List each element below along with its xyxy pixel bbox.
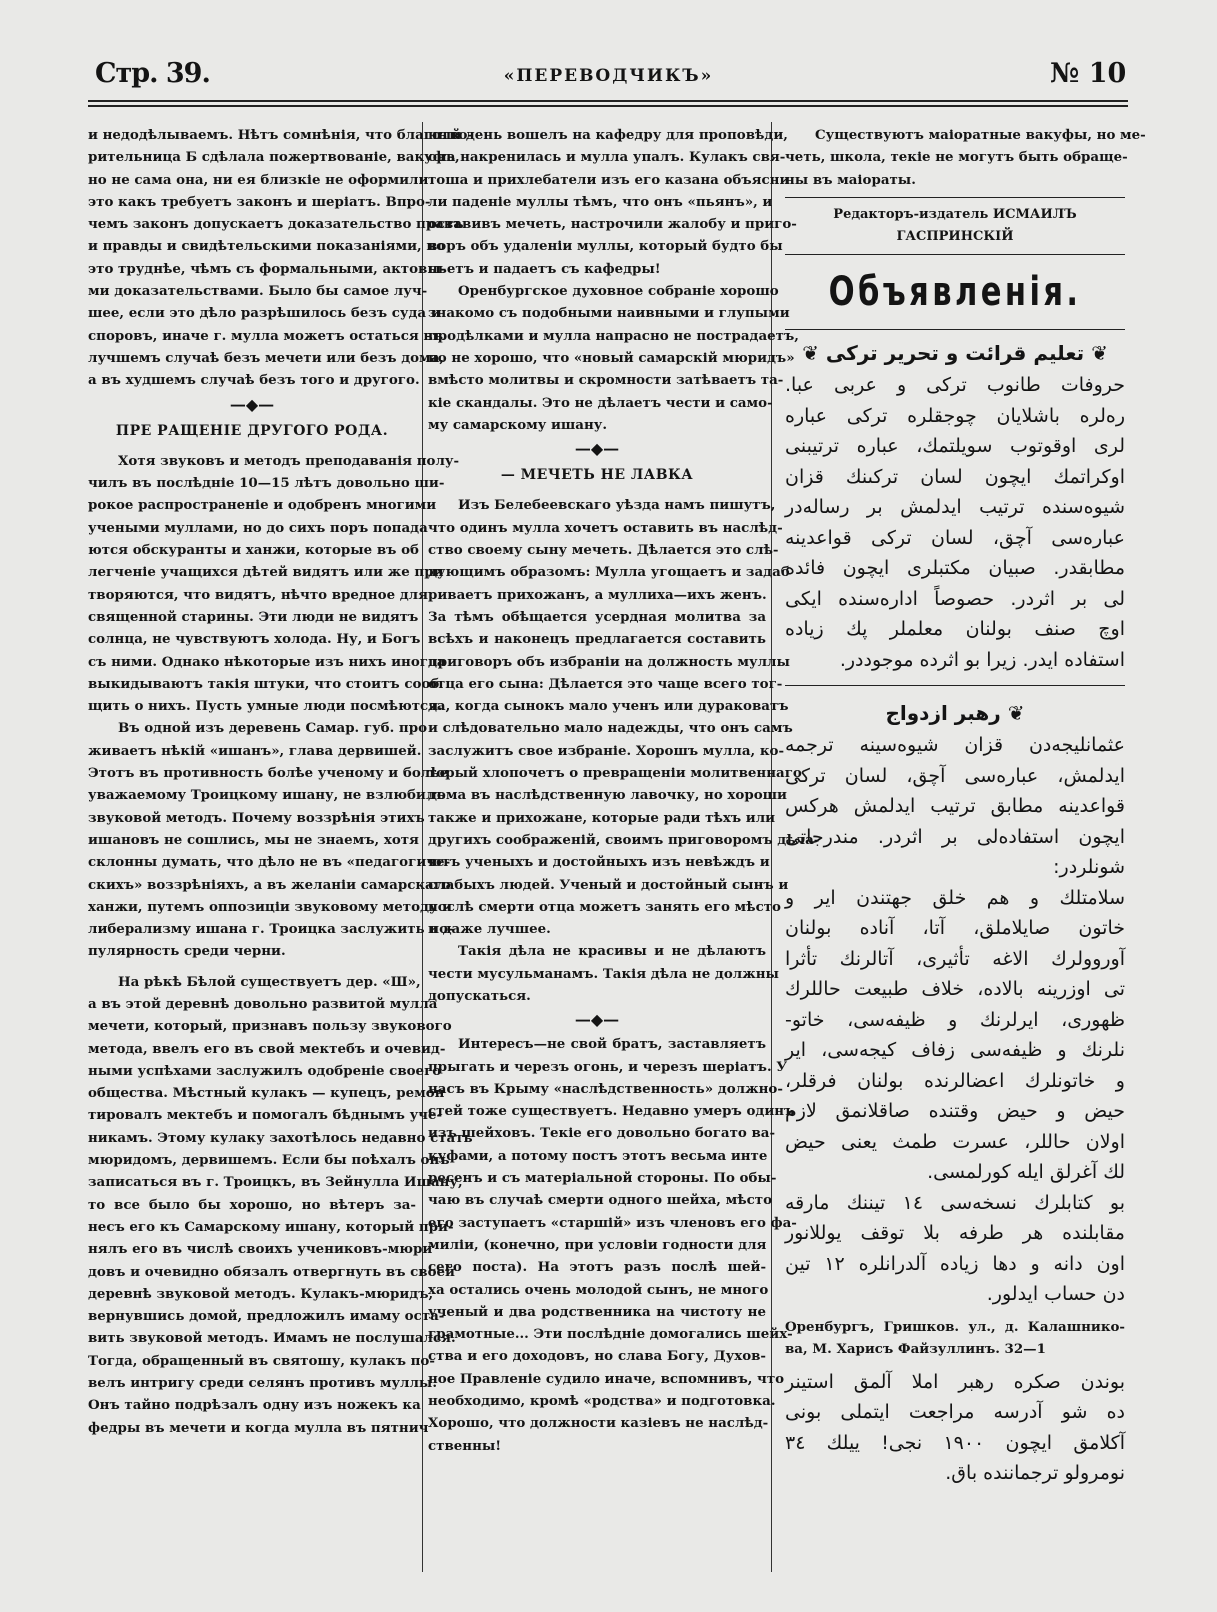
text-line: скихъ» воззрѣніяхъ, а въ желаніи самарскаго xyxy=(88,876,451,893)
column-3 xyxy=(785,124,1146,1489)
text-line: بو كتابلرك نسخەسى ١٤ تيننك مارقە xyxy=(785,1191,1125,1214)
text-line: دە شو آدرسە مراجعت ايتملى بونى xyxy=(785,1401,1125,1424)
header-rule xyxy=(88,105,1128,107)
text-line: мюридомъ, дервишемъ. Если бы поѣхалъ онъ xyxy=(88,1152,450,1169)
text-line: ное Правленіе судило иначе, вспомнивъ, что xyxy=(428,1370,785,1387)
text-line: нялъ его въ числѣ своихъ учениковъ-мюри xyxy=(88,1241,433,1258)
text-line: прыгать и черезъ огонь, и черезъ шеріатъ. У xyxy=(428,1058,788,1075)
divider xyxy=(785,685,1125,686)
text-line: также и прихожане, которые ради тѣхъ или xyxy=(428,809,776,826)
text-line: ученый и два родственника на чистоту не xyxy=(428,1303,766,1320)
text-line: Изъ Белебеевскаго уѣзда намъ пишутъ, xyxy=(458,497,776,514)
text-line: торый хлопочетъ о превращеніи молитвеннаго xyxy=(428,765,802,782)
text-line: ственны! xyxy=(428,1437,502,1454)
text-line: несъ его къ Самарскому ишану, который при- xyxy=(88,1218,454,1235)
text-line: рокое распространеніе и одобренъ многими xyxy=(88,497,437,514)
text-line: Такія дѣла не красивы и не дѣлаютъ xyxy=(458,943,766,960)
issue-number: № 10 xyxy=(1050,58,1127,89)
divider xyxy=(785,254,1125,255)
text-line: а въ худшемъ случаѣ безъ того и другого. xyxy=(88,372,420,389)
text-line: послѣ смерти отца можетъ занять его мѣсто xyxy=(428,898,781,915)
text-line: грамотные... Эти послѣдніе домогались шейх- xyxy=(428,1326,793,1343)
text-line: вмѣсто молитвы и скромности затѣваетъ та- xyxy=(428,372,784,389)
text-line: и недодѣлываемъ. Нѣтъ сомнѣнія, что благотво- xyxy=(88,127,474,143)
text-line: федры въ мечети и когда мулла въ пятнич xyxy=(88,1419,429,1436)
text-line: ства и его доходовъ, но слава Богу, Духов- xyxy=(428,1348,766,1365)
text-line: оставивъ мечеть, настрочили жалобу и приго- xyxy=(428,216,797,233)
text-line: рительница Б сдѣлала пожертвованіе, вакуфъ, xyxy=(88,149,460,166)
paragraph xyxy=(88,717,454,962)
text-line: никамъ. Этому кулаку захотѣлось недавно стать xyxy=(88,1129,473,1146)
text-line: чести мусульманамъ. Такія дѣла не должны xyxy=(428,965,779,982)
text-line: чаю въ случаѣ смерти одного шейха, мѣсто xyxy=(428,1192,773,1209)
text-line: слабыхъ людей. Ученый и достойный сынъ и xyxy=(428,876,789,893)
text-line: воръ объ удаленіи муллы, который будто бы xyxy=(428,238,783,255)
text-line: Тогда, обращенный въ святошу, кулакъ по- xyxy=(88,1352,435,1369)
text-line: ايچون استفادەلى بر اثردر. مندرجاتى xyxy=(785,825,1125,848)
text-line: отца его сына: Дѣлается это чаще всего тог- xyxy=(428,675,783,692)
text-line: Этотъ въ противность болѣе ученому и болѣе xyxy=(88,765,449,782)
text-line: Оренбургъ, Гришков. ул., д. Калашнико- xyxy=(785,1318,1125,1335)
text-line: вить звуковой методъ. Имамъ не послушался. xyxy=(88,1330,456,1347)
text-line: кіе скандалы. Это не дѣлаетъ чести и само- xyxy=(428,394,773,411)
text-line: миліи, (конечно, при условіи годности для xyxy=(428,1236,767,1253)
text-line: и правды и свидѣтельскими показаніями, но xyxy=(88,238,446,255)
column-2 xyxy=(428,124,820,1457)
text-line: بوندن صكرە رهبر املا آلمق استينر xyxy=(785,1370,1125,1393)
text-line: Въ одной изъ деревень Самар. губ. про xyxy=(118,720,428,737)
text-line: اون دانە و دها زيادە آلدرانلرە ١٢ تين xyxy=(785,1252,1126,1275)
paragraph xyxy=(428,494,820,940)
text-line: ха остались очень молодой сынъ, не много xyxy=(428,1281,769,1298)
text-line: чилъ въ послѣдніе 10—15 лѣтъ довольно ши- xyxy=(88,475,445,492)
text-line: اولان حاللر، عسرت طمث يعنى حيض xyxy=(785,1130,1125,1153)
ad-text xyxy=(785,1188,1125,1310)
text-line: سلامتلك و هم خلق جهتندن اير و xyxy=(785,886,1125,909)
text-line: то все было бы хорошо, но вѣтеръ за- xyxy=(88,1196,416,1213)
text-line: а въ этой деревнѣ довольно развитой мулла xyxy=(88,995,438,1012)
text-line: дома въ наслѣдственную лавочку, но хороши xyxy=(428,787,787,804)
text-line: чемъ законъ допускаетъ доказательство правъ xyxy=(88,216,464,233)
text-line: Хорошо, что должности казіевъ не наслѣд- xyxy=(428,1415,769,1432)
text-line: رەلرە باشلايان چوجقلرە تركى عبارە xyxy=(785,404,1125,427)
text-line: звуковой методъ. Почему воззрѣнія этихъ xyxy=(88,809,425,826)
text-line: ва, М. Харисъ Файзуллинъ. 32—1 xyxy=(785,1341,1046,1358)
text-line: دن حساب ايدلور. xyxy=(986,1283,1125,1306)
paragraph xyxy=(785,124,1146,191)
text-line: она накренилась и мулла упалъ. Кулакъ свя- xyxy=(428,149,786,166)
text-line: что одинъ мулла хочетъ оставить въ наслѣд- xyxy=(428,519,783,536)
text-line: либерализму ишана г. Троицка заслужить по- xyxy=(88,921,454,938)
text-line: تى اوزرينە بالادە، خلاف طبيعت حاللرك xyxy=(785,978,1125,1001)
paragraph xyxy=(88,971,473,1439)
text-line: عثمانليجەدن قزان شيوەسينە ترجمە xyxy=(785,734,1125,757)
paragraph xyxy=(428,940,779,1007)
ornament-divider: —◆— xyxy=(229,394,275,414)
text-line: метода, ввелъ его въ свой мектебъ и очевид- xyxy=(88,1040,446,1057)
text-line: записаться въ г. Троицкъ, въ Зейнулла Ишану, xyxy=(88,1174,463,1191)
text-line: деревнѣ звуковой методъ. Кулакъ-мюридъ, xyxy=(88,1285,434,1302)
text-line: его заступаетъ «старшій» изъ членовъ его фа- xyxy=(428,1214,797,1231)
text-line: солнца, не чувствуютъ холода. Ну, и Богъ xyxy=(88,631,421,648)
text-line: و خاتونلرك اعضالرندە بولنان فرقلر، xyxy=(785,1069,1125,1092)
text-line: خاتون صايلاملق، آتا، آنادە بولنان xyxy=(785,917,1125,940)
text-line: тоша и прихлебатели изъ его казана объясни xyxy=(428,171,790,188)
text-line: حروفات طانوب تركى و عربى عبا. xyxy=(785,374,1125,397)
text-line: ны въ маіораты. xyxy=(785,171,916,188)
text-line: довъ и очевидно обязалъ отвергнуть въ своей xyxy=(88,1263,455,1280)
text-line: ными успѣхами заслужилъ одобреніе своего xyxy=(88,1062,442,1079)
text-line: четь, школа, текіе не могутъ быть обраще- xyxy=(785,149,1128,166)
text-line: дующимъ образомъ: Мулла угощаетъ и задаб xyxy=(428,564,790,581)
text-line: ишановъ не сошлись, мы не знаемъ, хотя xyxy=(88,831,419,848)
text-line: Оренбургское духовное собраніе хорошо xyxy=(458,283,779,300)
text-line: да, когда сынокъ мало ученъ или дураковатъ xyxy=(428,698,789,715)
text-line: ظهورى، ايرلرنك و ظيفەسى، خاتو- xyxy=(785,1008,1125,1031)
text-line: куфами, а потому постъ этотъ весьма инте xyxy=(428,1147,768,1164)
text-line: шее, если это дѣло разрѣшилось безъ суда и xyxy=(88,305,441,322)
article-heading: — МЕЧЕТЬ НЕ ЛАВКА xyxy=(500,467,694,484)
ad-text xyxy=(785,370,1125,675)
text-line: другихъ соображеній, своимъ приговоромъ дѣла- xyxy=(428,831,820,848)
text-line: مقابلندە هر طرفە بلا توقف يوللانور xyxy=(785,1222,1125,1245)
text-line: لك آغرلق ايلە كورلمسى. xyxy=(927,1161,1125,1184)
text-line: священной старины. Эти люди не видятъ xyxy=(88,608,419,625)
text-line: сего поста). На этотъ разъ послѣ шей- xyxy=(428,1259,766,1276)
text-line: велъ интригу среди селянъ противъ муллы. xyxy=(88,1375,437,1392)
text-line: но не сама она, ни ея близкіе не оформили xyxy=(88,171,429,188)
text-line: и слѣдовательно мало надежды, что онъ самъ xyxy=(428,720,793,737)
paragraph xyxy=(88,450,460,718)
text-line: آكلامق ايچون ١٩٠٠ نجى! ييلك ٣٤ xyxy=(785,1431,1125,1454)
text-line: نلرنك و ظيفەسى زفاف كيجەسى، اير xyxy=(785,1039,1125,1062)
text-line: قواعدينە مطابق ترتيب ايدلمش هركس xyxy=(785,795,1125,818)
divider xyxy=(785,197,1125,198)
text-line: вернувшись домой, предложилъ имаму оста- xyxy=(88,1308,445,1325)
text-line: тировалъ мектебъ и помогалъ бѣднымъ уче- xyxy=(88,1107,443,1124)
text-line: учеными муллами, но до сихъ поръ попада xyxy=(88,519,428,536)
text-line: но не хорошо, что «новый самарскій мюридъ» xyxy=(428,349,795,366)
text-line: легченіе учащихся дѣтей видятъ или же при xyxy=(88,564,444,581)
paragraph xyxy=(428,280,799,436)
text-line: всѣхъ и наконецъ предлагается составить xyxy=(428,631,766,648)
text-line: заслужитъ свое избраніе. Хорошъ мулла, ко- xyxy=(428,742,785,759)
text-line: му самарскому ишану. xyxy=(428,416,608,433)
text-line: مطابقدر. صبيان مكتبلرى ايچون فائدە xyxy=(785,557,1125,580)
text-line: и даже лучшее. xyxy=(428,921,551,938)
ornament-divider: —◆— xyxy=(574,1010,620,1030)
text-line: необходимо, кромѣ «родства» и подготовка. xyxy=(428,1393,776,1410)
text-line: мечети, который, признавъ пользу звукового xyxy=(88,1018,452,1035)
text-line: допускаться. xyxy=(428,987,531,1004)
text-line: насъ въ Крыму «наслѣдственность» должно- xyxy=(428,1080,783,1097)
text-line: لرى اوقوتوب سويلتمك، عبارە ترتيبنى xyxy=(785,435,1125,458)
text-line: Интересъ—не свой братъ, заставляетъ xyxy=(458,1036,766,1053)
text-line: Онъ тайно подрѣзалъ одну изъ ножекъ ка xyxy=(88,1397,421,1414)
text-line: риваетъ прихожанъ, а муллиха—ихъ женъ. xyxy=(428,586,767,603)
text-line: щить о нихъ. Пусть умные люди посмѣются. xyxy=(88,698,443,715)
text-line: شونلردر: xyxy=(1053,856,1125,879)
column-1 xyxy=(88,124,474,1439)
text-line: За тѣмъ обѣщается усердная молитва за xyxy=(428,608,766,625)
text-line: это труднѣе, чѣмъ съ формальными, актовы- xyxy=(88,260,447,277)
ad-text xyxy=(785,730,1125,883)
text-line: общества. Мѣстный кулакъ — купецъ, ремон xyxy=(88,1085,445,1102)
text-line: На рѣкѣ Бѣлой существуетъ дер. «Ш», xyxy=(118,973,421,990)
ad-heading: ❦ رهبر ازدواج xyxy=(885,701,1025,726)
text-line: ми доказательствами. Было бы самое луч- xyxy=(88,283,428,300)
text-line: Хотя звуковъ и методъ преподаванія полу- xyxy=(118,452,460,469)
text-line: пулярность среди черни. xyxy=(88,943,286,960)
header-rule xyxy=(88,100,1128,102)
ornament-divider: —◆— xyxy=(574,439,620,459)
text-line: ли паденіе муллы тѣмъ, что онъ «пьянъ», и xyxy=(428,193,773,210)
text-line: уважаемому Троицкому ишану, не взлюбилъ xyxy=(88,787,446,804)
text-line: استفادە ايدر. زيرا بو اثردە موجوددر. xyxy=(839,648,1125,671)
text-line: продѣлками и мулла напрасно не пострадаетъ, xyxy=(428,327,799,344)
text-line: выкидываютъ такія штуки, что стоитъ сооб xyxy=(88,675,440,692)
paragraph xyxy=(88,124,474,392)
text-line: приговоръ объ избраніи на должность муллы xyxy=(428,653,790,670)
divider xyxy=(785,329,1125,330)
text-line: لى بر اثردر. حصوصاً ادارەسندە ايكى xyxy=(785,587,1125,610)
ad-heading: ❦ تعليم قرائت و تحرير تركى ❦ xyxy=(802,341,1108,366)
text-line: ايدلمش، عبارەسى آچق، لسان تركى xyxy=(785,764,1125,787)
announcements-title: Объявленія. xyxy=(828,269,1082,316)
text-line: ство своему сыну мечеть. Дѣлается это слѣ- xyxy=(428,542,779,559)
editor-publisher: Редакторъ-издатель ИСМАИЛЪ ГАСПРИНСКІЙ xyxy=(833,206,1077,245)
text-line: Существуютъ маіоратные вакуфы, но ме- xyxy=(815,127,1146,143)
text-line: اوكراتمك ايچون لسان تركىنك قزان xyxy=(785,465,1125,488)
text-line: ются обскуранты и ханжи, которые въ об xyxy=(88,542,419,559)
text-line: عبارەسى آچق، لسان تركى قواعدينە xyxy=(785,526,1125,549)
text-line: стей тоже существуетъ. Недавно умеръ одинъ xyxy=(428,1103,795,1120)
text-line: حيض و حيض وقتندە صاقلانمق لازم xyxy=(785,1100,1125,1123)
text-line: نومرولو ترجمانندە باق. xyxy=(945,1462,1125,1485)
paragraph xyxy=(428,124,797,280)
text-line: ный день вошелъ на кафедру для проповѣди, xyxy=(428,127,788,143)
paragraph xyxy=(428,1033,797,1457)
text-line: склонны думать, что дѣло не въ «педагогиче- xyxy=(88,854,451,871)
newspaper-title: «ПЕРЕВОДЧИКЪ» xyxy=(503,66,714,86)
text-line: споровъ, иначе г. мулла можетъ остаться въ xyxy=(88,327,443,344)
text-line: ютъ ученыхъ и достойныхъ изъ невѣждъ и xyxy=(428,854,770,871)
page-number: Стр. 39. xyxy=(95,58,210,89)
text-line: знакомо съ подобными наивными и глупыми xyxy=(428,305,790,322)
text-line: ресенъ и съ матеріальной стороны. По обы- xyxy=(428,1170,777,1187)
text-line: آوروولرك الاغە تأثيرى، آتالرنك تأثرا xyxy=(785,947,1125,970)
text-line: съ ними. Однако нѣкоторые изъ нихъ иногда xyxy=(88,653,446,670)
article-heading: ПРЕ РАЩЕНІЕ ДРУГОГО РОДА. xyxy=(115,422,389,439)
ad-address xyxy=(785,1316,1125,1361)
text-line: ханжи, путемъ оппозиціи звуковому методу и xyxy=(88,898,453,915)
text-line: пьетъ и падаетъ съ кафедры! xyxy=(428,260,661,277)
text-line: творяются, что видятъ, нѣчто вредное для xyxy=(88,586,429,603)
text-line: изъ шейховъ. Текіе его довольно богато ва- xyxy=(428,1125,775,1142)
text-line: это какъ требуетъ законъ и шеріатъ. Впро- xyxy=(88,193,431,210)
ad-text xyxy=(785,883,1125,1188)
text-line: شيوەسندە ترتيب ايدلمش بر رسالەدر xyxy=(785,496,1125,519)
text-line: اوچ صنف بولنان معلملر پك زيادە xyxy=(785,618,1125,641)
text-line: живаетъ нѣкій «ишанъ», глава дервишей. xyxy=(88,742,422,759)
text-line: лучшемъ случаѣ безъ мечети или безъ дома, xyxy=(88,349,445,366)
ad-text xyxy=(785,1367,1125,1489)
